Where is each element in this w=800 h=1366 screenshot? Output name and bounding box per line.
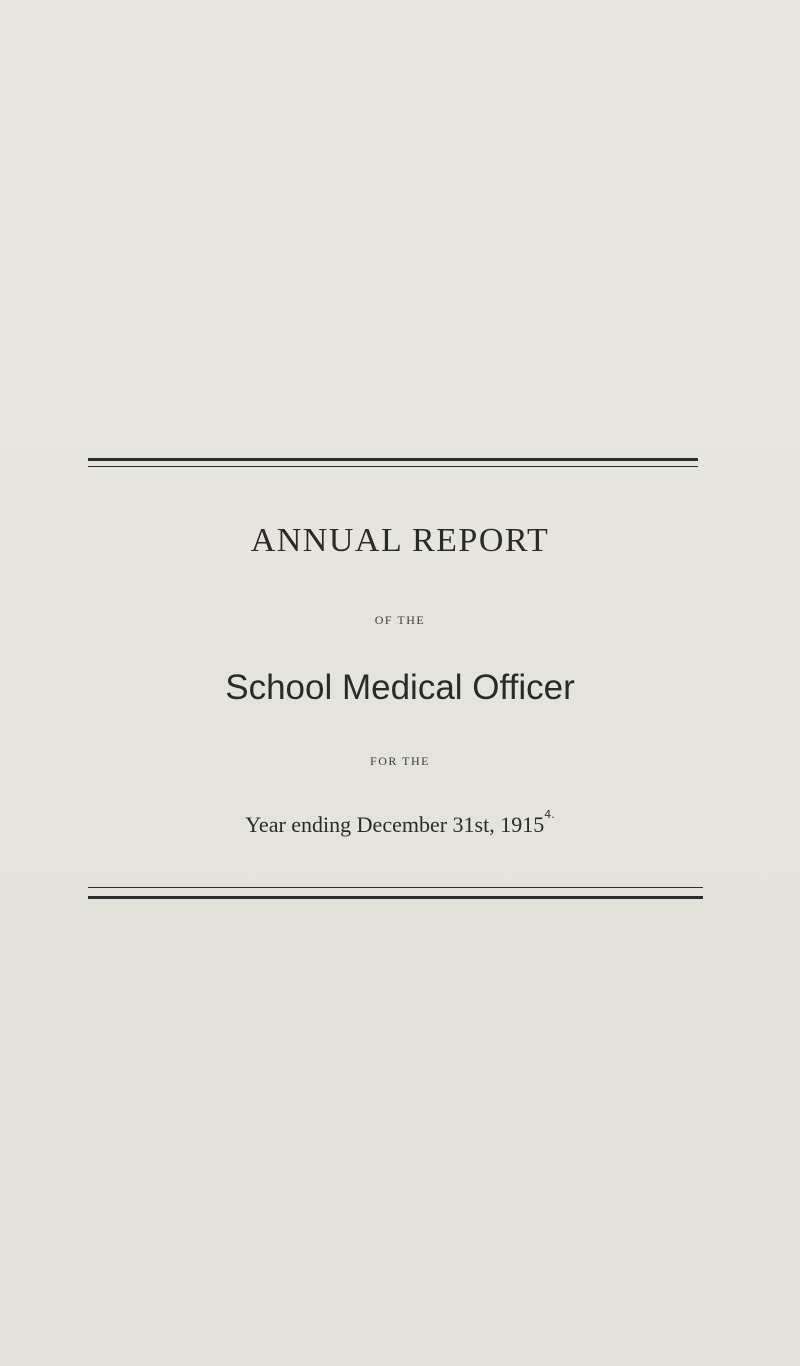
- officer-title: School Medical Officer: [225, 668, 575, 707]
- year-text: Year ending December 31st, 1915: [245, 812, 545, 837]
- top-rule-thick: [88, 458, 698, 461]
- bleed-through-text: [90, 130, 730, 690]
- bottom-rule-thin: [88, 887, 703, 888]
- year-line: [0, 808, 800, 838]
- handwritten-correction: 4.: [544, 808, 555, 821]
- connector-for-the: FOR THE: [370, 754, 430, 768]
- top-rule-thin: [88, 466, 698, 467]
- connector-of-the: OF THE: [374, 613, 426, 627]
- bottom-rule-thick: [88, 896, 703, 899]
- report-heading: ANNUAL REPORT: [250, 522, 550, 559]
